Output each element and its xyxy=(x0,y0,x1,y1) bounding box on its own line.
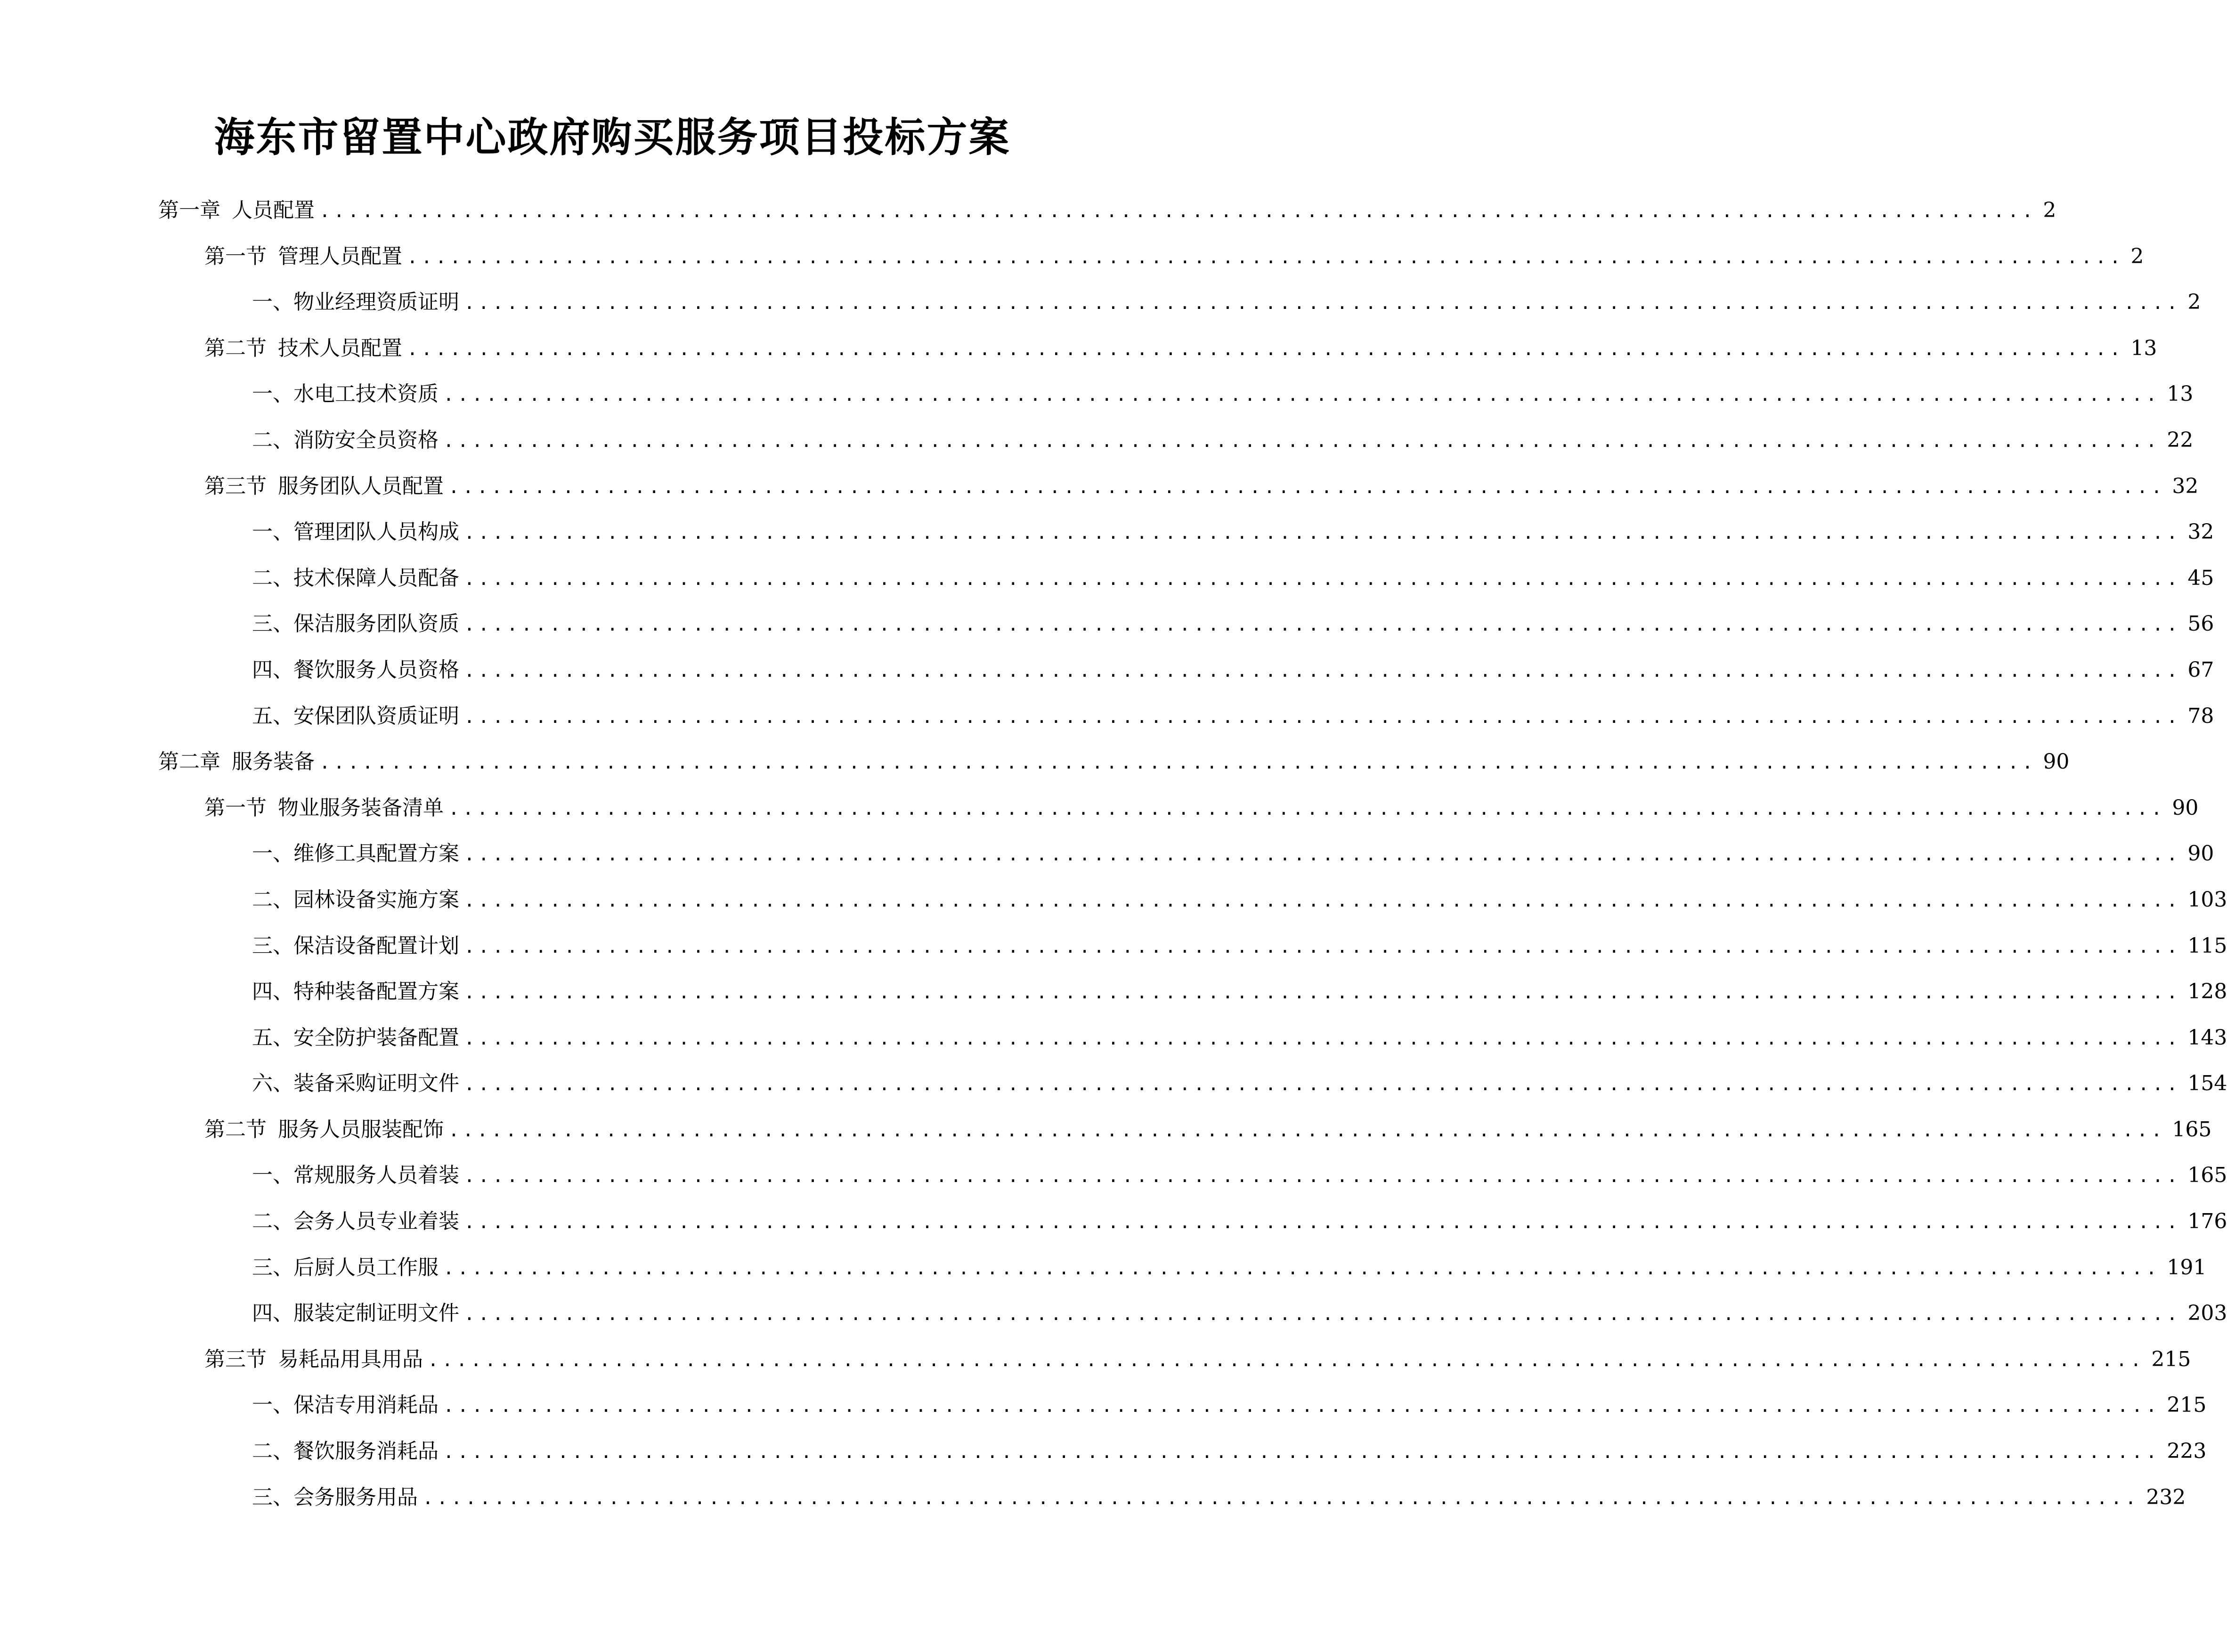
toc-entry-level-2[interactable] xyxy=(0,785,2199,831)
toc-dot-leader: ........................................................................................................................ xyxy=(407,338,2124,359)
toc-entry-title: 常规服务人员着装 xyxy=(293,1163,459,1188)
toc-entry-level-3[interactable] xyxy=(0,969,2227,1015)
toc-page-number: 143 xyxy=(2187,1025,2227,1050)
toc-page-number: 215 xyxy=(2167,1393,2207,1417)
toc-entry-number: 第一节 xyxy=(204,795,267,820)
toc-dot-leader: ........................................................................................................................ xyxy=(464,522,2181,543)
toc-dot-leader: ........................................................................................................................ xyxy=(464,1304,2181,1325)
toc-dot-leader: ........................................................................................................................ xyxy=(464,660,2181,681)
toc-entry-level-3[interactable] xyxy=(0,1382,2207,1428)
toc-entry-title: 保洁服务团队资质 xyxy=(293,612,459,636)
toc-entry-level-3[interactable] xyxy=(0,693,2214,739)
toc-entry-level-3[interactable] xyxy=(0,1290,2227,1336)
toc-entry-number: 三、 xyxy=(252,933,293,958)
toc-entry-level-2[interactable] xyxy=(0,463,2199,510)
toc-entry-number: 六、 xyxy=(252,1071,293,1096)
toc-entry-level-3[interactable] xyxy=(0,555,2214,601)
toc-entry-level-3[interactable] xyxy=(0,1199,2227,1245)
toc-entry-title: 后厨人员工作服 xyxy=(293,1255,439,1279)
toc-entry-number: 第三节 xyxy=(204,1347,267,1371)
toc-page-number: 45 xyxy=(2187,566,2214,590)
toc-page-number: 115 xyxy=(2187,933,2227,958)
toc-entry-title: 服务团队人员配置 xyxy=(278,474,444,498)
toc-entry-title: 保洁设备配置计划 xyxy=(293,933,459,958)
toc-dot-leader: ........................................................................................................................ xyxy=(448,476,2166,497)
toc-entry-number: 一、 xyxy=(252,382,293,406)
toc-entry-title: 技术人员配置 xyxy=(278,336,402,360)
toc-entry-number: 五、 xyxy=(252,704,293,728)
toc-dot-leader: ........................................................................................................................ xyxy=(464,1028,2181,1049)
toc-dot-leader: ........................................................................................................................ xyxy=(464,568,2181,589)
toc-page-number: 90 xyxy=(2043,750,2070,774)
toc-entry-level-2[interactable] xyxy=(0,234,2144,280)
toc-dot-leader: ........................................................................................................................ xyxy=(464,1212,2181,1233)
toc-entry-title: 易耗品用具用品 xyxy=(278,1347,423,1371)
toc-dot-leader: ........................................................................................................................ xyxy=(443,1441,2161,1463)
toc-entry-level-3[interactable] xyxy=(0,647,2214,693)
toc-entry-title: 物业服务装备清单 xyxy=(278,795,444,820)
toc-entry-level-2[interactable] xyxy=(0,325,2157,372)
toc-entry-number: 三、 xyxy=(252,612,293,636)
toc-page-number: 22 xyxy=(2167,428,2194,452)
toc-entry-level-3[interactable] xyxy=(0,509,2214,555)
toc-entry-number: 二、 xyxy=(252,428,293,452)
toc-entry-number: 四、 xyxy=(252,980,293,1004)
toc-page-number: 223 xyxy=(2167,1439,2207,1464)
toc-entry-title: 人员配置 xyxy=(232,198,315,222)
toc-entry-level-1[interactable] xyxy=(0,187,2056,234)
toc-page-number: 215 xyxy=(2151,1347,2191,1371)
toc-page-number: 2 xyxy=(2043,198,2056,222)
toc-entry-level-3[interactable] xyxy=(0,877,2227,923)
toc-entry-number: 二、 xyxy=(252,887,293,912)
toc-dot-leader: ........................................................................................................................ xyxy=(319,752,2037,773)
toc-entry-level-3[interactable] xyxy=(0,417,2194,463)
toc-entry-title: 服装定制证明文件 xyxy=(293,1301,459,1326)
toc-entry-title: 特种装备配置方案 xyxy=(293,980,459,1004)
toc-entry-level-1[interactable] xyxy=(0,739,2070,785)
toc-dot-leader: ........................................................................................................................ xyxy=(443,430,2161,451)
toc-dot-leader: ........................................................................................................................ xyxy=(443,384,2161,405)
toc-entry-title: 维修工具配置方案 xyxy=(293,842,459,866)
toc-entry-number: 二、 xyxy=(252,1209,293,1234)
toc-page-number: 32 xyxy=(2172,474,2199,498)
toc-entry-level-3[interactable] xyxy=(0,1474,2186,1521)
toc-page-number: 165 xyxy=(2172,1117,2212,1142)
toc-page-number: 90 xyxy=(2187,842,2214,866)
toc-dot-leader: ........................................................................................................................ xyxy=(464,982,2181,1003)
toc-dot-leader: ........................................................................................................................ xyxy=(464,1074,2181,1095)
toc-entry-number: 一、 xyxy=(252,1393,293,1417)
toc-page-number: 78 xyxy=(2187,704,2214,728)
toc-dot-leader: ........................................................................................................................ xyxy=(423,1487,2140,1508)
toc-dot-leader: ........................................................................................................................ xyxy=(464,890,2181,911)
toc-page-number: 232 xyxy=(2146,1485,2186,1509)
toc-entry-title: 物业经理资质证明 xyxy=(293,290,459,315)
toc-page-number: 67 xyxy=(2187,657,2214,682)
toc-entry-level-3[interactable] xyxy=(0,371,2194,417)
toc-dot-leader: ........................................................................................................................ xyxy=(443,1395,2161,1417)
toc-entry-level-3[interactable] xyxy=(0,279,2201,325)
toc-entry-title: 餐饮服务人员资格 xyxy=(293,657,459,682)
toc-entry-number: 三、 xyxy=(252,1255,293,1279)
toc-dot-leader: ........................................................................................................................ xyxy=(464,844,2181,865)
toc-entry-number: 第二章 xyxy=(158,750,220,774)
toc-page-number: 191 xyxy=(2167,1255,2207,1279)
toc-entry-title: 管理人员配置 xyxy=(278,244,402,268)
toc-dot-leader: ........................................................................................................................ xyxy=(464,706,2181,727)
toc-page-number: 90 xyxy=(2172,795,2199,820)
toc-entry-title: 服务装备 xyxy=(232,750,315,774)
toc-entry-number: 第二节 xyxy=(204,336,267,360)
toc-entry-number: 二、 xyxy=(252,566,293,590)
toc-entry-number: 第一节 xyxy=(204,244,267,268)
toc-entry-level-3[interactable] xyxy=(0,1245,2207,1291)
toc-dot-leader: ........................................................................................................................ xyxy=(407,246,2124,267)
toc-dot-leader: ........................................................................................................................ xyxy=(448,1119,2166,1141)
toc-entry-level-3[interactable] xyxy=(0,601,2214,647)
toc-entry-title: 安全防护装备配置 xyxy=(293,1025,459,1050)
toc-entry-title: 消防安全员资格 xyxy=(293,428,439,452)
toc-entry-title: 园林设备实施方案 xyxy=(293,887,459,912)
toc-dot-leader: ........................................................................................................................ xyxy=(443,1257,2161,1279)
toc-page-number: 176 xyxy=(2187,1209,2227,1234)
toc-page-number: 32 xyxy=(2187,520,2214,544)
table-of-contents xyxy=(0,187,2227,1520)
toc-entry-title: 服务人员服装配饰 xyxy=(278,1117,444,1142)
toc-entry-number: 一、 xyxy=(252,520,293,544)
toc-dot-leader: ........................................................................................................................ xyxy=(428,1349,2145,1370)
toc-entry-number: 第一章 xyxy=(158,198,220,222)
toc-page-number: 128 xyxy=(2187,980,2227,1004)
toc-entry-title: 装备采购证明文件 xyxy=(293,1071,459,1096)
toc-entry-number: 第三节 xyxy=(204,474,267,498)
toc-page-number: 203 xyxy=(2187,1301,2227,1326)
toc-page-number: 13 xyxy=(2167,382,2194,406)
toc-entry-title: 水电工技术资质 xyxy=(293,382,439,406)
toc-page-number: 2 xyxy=(2187,290,2201,315)
toc-entry-level-3[interactable] xyxy=(0,1061,2227,1107)
toc-dot-leader: ........................................................................................................................ xyxy=(464,614,2181,635)
toc-entry-title: 安保团队资质证明 xyxy=(293,704,459,728)
toc-page-number: 154 xyxy=(2187,1071,2227,1096)
toc-entry-title: 技术保障人员配备 xyxy=(293,566,459,590)
toc-entry-number: 一、 xyxy=(252,1163,293,1188)
toc-dot-leader: ........................................................................................................................ xyxy=(464,1166,2181,1187)
toc-entry-title: 管理团队人员构成 xyxy=(293,520,459,544)
toc-page-number: 13 xyxy=(2130,336,2157,360)
toc-entry-number: 一、 xyxy=(252,842,293,866)
toc-entry-number: 三、 xyxy=(252,1485,293,1509)
toc-page-number: 2 xyxy=(2130,244,2144,268)
toc-page-number: 56 xyxy=(2187,612,2214,636)
toc-entry-number: 四、 xyxy=(252,657,293,682)
toc-entry-level-2[interactable] xyxy=(0,1336,2191,1383)
toc-entry-level-3[interactable] xyxy=(0,1152,2227,1199)
toc-dot-leader: ........................................................................................................................ xyxy=(448,798,2166,819)
toc-entry-level-2[interactable] xyxy=(0,1107,2212,1153)
toc-dot-leader: ........................................................................................................................ xyxy=(464,292,2181,314)
toc-entry-level-3[interactable] xyxy=(0,1015,2227,1061)
toc-entry-title: 会务服务用品 xyxy=(293,1485,418,1509)
toc-entry-title: 保洁专用消耗品 xyxy=(293,1393,439,1417)
toc-entry-number: 第二节 xyxy=(204,1117,267,1142)
toc-entry-level-3[interactable] xyxy=(0,831,2214,877)
toc-dot-leader: ........................................................................................................................ xyxy=(464,936,2181,957)
toc-entry-number: 四、 xyxy=(252,1301,293,1326)
toc-entry-title: 会务人员专业着装 xyxy=(293,1209,459,1234)
document-title: 海东市留置中心政府购买服务项目投标方案 xyxy=(214,113,1011,161)
toc-page-number: 165 xyxy=(2187,1163,2227,1188)
toc-dot-leader: ........................................................................................................................ xyxy=(319,201,2037,221)
toc-entry-level-3[interactable] xyxy=(0,923,2227,969)
toc-entry-level-3[interactable] xyxy=(0,1428,2207,1474)
toc-entry-title: 餐饮服务消耗品 xyxy=(293,1439,439,1464)
toc-entry-number: 一、 xyxy=(252,290,293,315)
toc-entry-number: 五、 xyxy=(252,1025,293,1050)
toc-entry-number: 二、 xyxy=(252,1439,293,1464)
toc-page-number: 103 xyxy=(2187,887,2227,912)
